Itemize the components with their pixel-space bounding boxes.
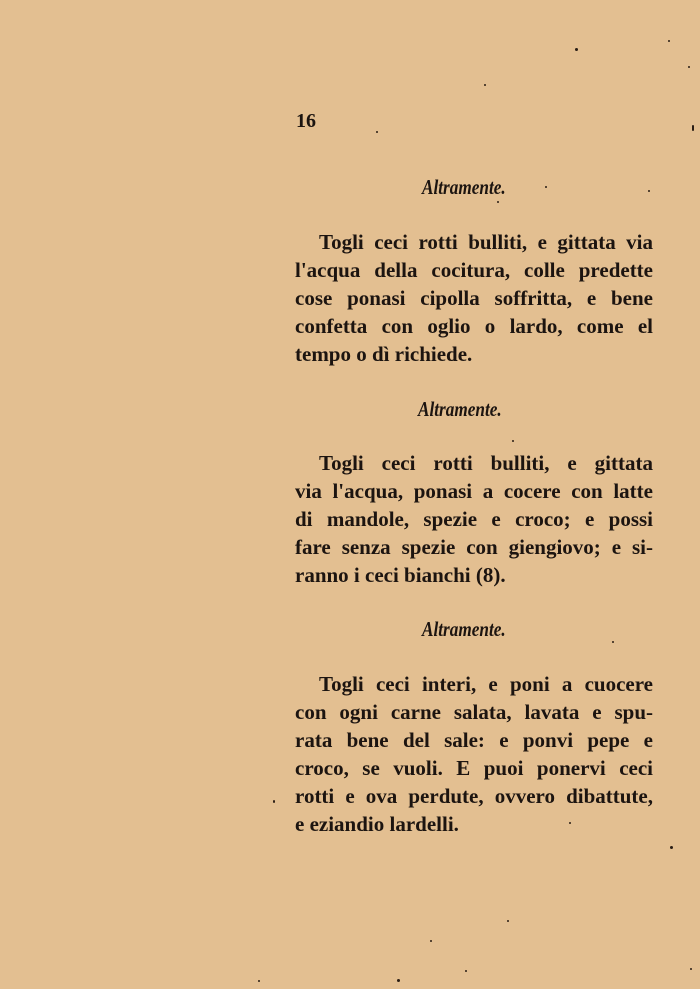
paragraph-line: fare senza spezie con giengiovo; e si- [295, 535, 653, 559]
paper-speck [569, 822, 571, 824]
paragraph-line: via l'acqua, ponasi a cocere con latte [295, 479, 653, 503]
paper-speck [692, 125, 694, 131]
paper-speck [465, 970, 467, 972]
paragraph-line: di mandole, spezie e croco; e possi [295, 507, 653, 531]
paragraph-line: tempo o dì richiede. [295, 342, 473, 366]
paper-speck [670, 846, 673, 849]
paper-speck [668, 40, 670, 42]
paragraph-line: cose ponasi cipolla soffritta, e bene [295, 286, 653, 310]
section-paragraph-2 [295, 449, 653, 589]
paragraph-line: e eziandio lardelli. [295, 812, 459, 836]
paper-speck [648, 190, 650, 192]
paper-speck [273, 800, 275, 803]
page-number: 16 [296, 110, 316, 132]
paper-speck [690, 968, 692, 970]
paper-speck [575, 48, 578, 51]
paragraph-line: confetta con oglio o lardo, come el [295, 314, 653, 338]
section-heading-2: Altramente. [418, 397, 502, 421]
paper-speck [512, 440, 514, 442]
paper-speck [507, 920, 509, 922]
paragraph-line: l'acqua della cocitura, colle predette [295, 258, 653, 282]
section-paragraph-1 [295, 228, 653, 368]
paragraph-line: Togli ceci rotti bulliti, e gittata via [319, 230, 653, 254]
paper-speck [545, 186, 547, 188]
paper-speck [397, 979, 400, 982]
paragraph-line: croco, se vuoli. E puoi ponervi ceci [295, 756, 653, 780]
paragraph-line: con ogni carne salata, lavata e spu- [295, 700, 653, 724]
paragraph-line: Togli ceci rotti bulliti, e gittata [319, 451, 653, 475]
paper-speck [688, 66, 690, 68]
paper-speck [497, 201, 499, 203]
paper-speck [376, 131, 378, 133]
section-heading-3: Altramente. [422, 617, 506, 641]
paragraph-line: ranno i ceci bianchi (8). [295, 563, 506, 587]
paragraph-line: rotti e ova perdute, ovvero dibattute, [295, 784, 653, 808]
section-heading-1: Altramente. [422, 175, 506, 199]
paper-speck [430, 940, 432, 942]
paper-speck [258, 980, 260, 982]
paragraph-line: Togli ceci interi, e poni a cuocere [319, 672, 653, 696]
paper-speck [612, 641, 614, 643]
paragraph-line: rata bene del sale: e ponvi pepe e [295, 728, 653, 752]
paper-speck [484, 84, 486, 86]
section-paragraph-3 [295, 670, 653, 838]
